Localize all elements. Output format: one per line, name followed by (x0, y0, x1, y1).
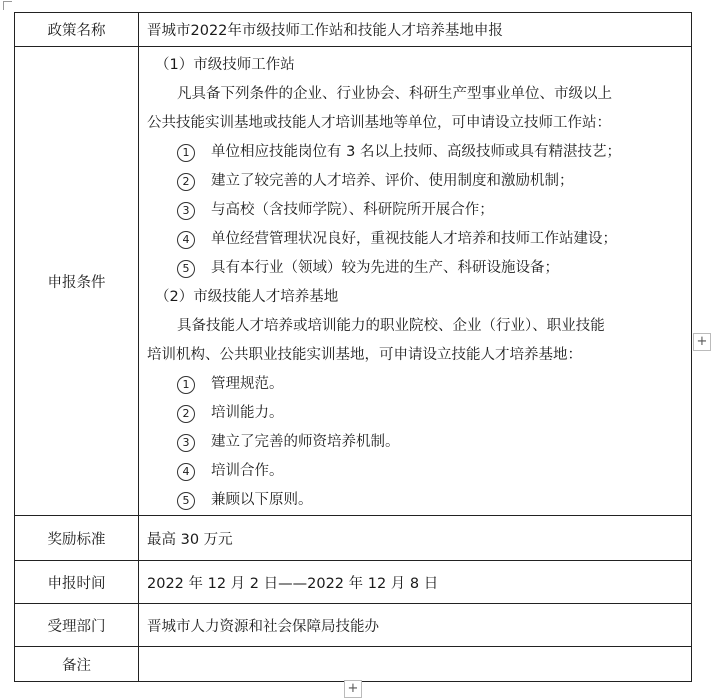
section2-intro-line1: 具备技能人才培养或培训能力的职业院校、企业（行业）、职业技能 (177, 318, 605, 334)
policy-table (14, 12, 692, 682)
list-item-text: 单位相应技能岗位有 3 名以上技师、高级技师或具有精湛技艺； (211, 144, 621, 160)
list-item-text: 兼顾以下原则。 (211, 492, 313, 508)
add-row-button[interactable]: + (344, 680, 362, 698)
section2-intro-line2: 培训机构、公共职业技能实训基地，可申请设立技能人才培养基地： (147, 347, 582, 363)
circled-number: 3 (177, 434, 195, 452)
list-item (147, 225, 685, 254)
list-item-text: 与高校（含技师学院）、科研院所开展合作； (211, 202, 494, 218)
time-label: 申报时间 (15, 561, 139, 604)
table-row-note (15, 647, 692, 682)
circled-number: 1 (177, 144, 195, 162)
list-item-text: 建立了较完善的人才培养、评价、使用制度和激励机制； (211, 173, 574, 189)
circled-number: 5 (177, 260, 195, 278)
section1-intro-line2: 公共技能实训基地或技能人才培训基地等单位，可申请设立技师工作站： (147, 115, 611, 131)
table-move-handle[interactable] (3, 1, 12, 10)
list-item (147, 457, 685, 486)
section2-title: （2）市级技能人才培养基地 (155, 289, 339, 305)
list-item (147, 399, 685, 428)
list-item-text: 具有本行业（领域）较为先进的生产、科研设施设备； (211, 260, 559, 276)
list-item-text: 建立了完善的师资培养机制。 (211, 434, 400, 450)
section1-title: （1）市级技师工作站 (155, 57, 295, 73)
circled-number: 1 (177, 376, 195, 394)
circled-number: 2 (177, 405, 195, 423)
list-item-text: 培训能力。 (211, 405, 284, 421)
circled-number: 3 (177, 202, 195, 220)
circled-number: 5 (177, 492, 195, 510)
department-label: 受理部门 (15, 604, 139, 647)
department-value: 晋城市人力资源和社会保障局技能办 (139, 604, 692, 647)
list-item (147, 486, 685, 515)
time-value: 2022 年 12 月 2 日——2022 年 12 月 8 日 (139, 561, 692, 604)
list-item (147, 196, 685, 225)
note-label: 备注 (15, 647, 139, 682)
list-item (147, 138, 685, 167)
table-row-department (15, 604, 692, 647)
reward-label: 奖励标准 (15, 516, 139, 561)
conditions-cell (139, 47, 692, 516)
table-row-time (15, 561, 692, 604)
table-row-policy-name (15, 13, 692, 47)
circled-number: 4 (177, 463, 195, 481)
list-item-text: 单位经营管理状况良好，重视技能人才培养和技师工作站建设； (211, 231, 617, 247)
list-item (147, 428, 685, 457)
policy-name-value: 晋城市2022年市级技师工作站和技能人才培养基地申报 (139, 13, 692, 47)
list-item (147, 254, 685, 283)
table-row-conditions (15, 47, 692, 516)
section1-intro-line1: 凡具备下列条件的企业、行业协会、科研生产型事业单位、市级以上 (177, 86, 612, 102)
circled-number: 2 (177, 173, 195, 191)
conditions-label: 申报条件 (15, 47, 139, 516)
table-row-reward (15, 516, 692, 561)
circled-number: 4 (177, 231, 195, 249)
note-value[interactable] (139, 647, 692, 682)
policy-name-label: 政策名称 (15, 13, 139, 47)
list-item (147, 370, 685, 399)
list-item (147, 167, 685, 196)
list-item-text: 管理规范。 (211, 376, 284, 392)
list-item-text: 培训合作。 (211, 463, 284, 479)
reward-value: 最高 30 万元 (139, 516, 692, 561)
add-column-button[interactable]: + (693, 333, 711, 351)
